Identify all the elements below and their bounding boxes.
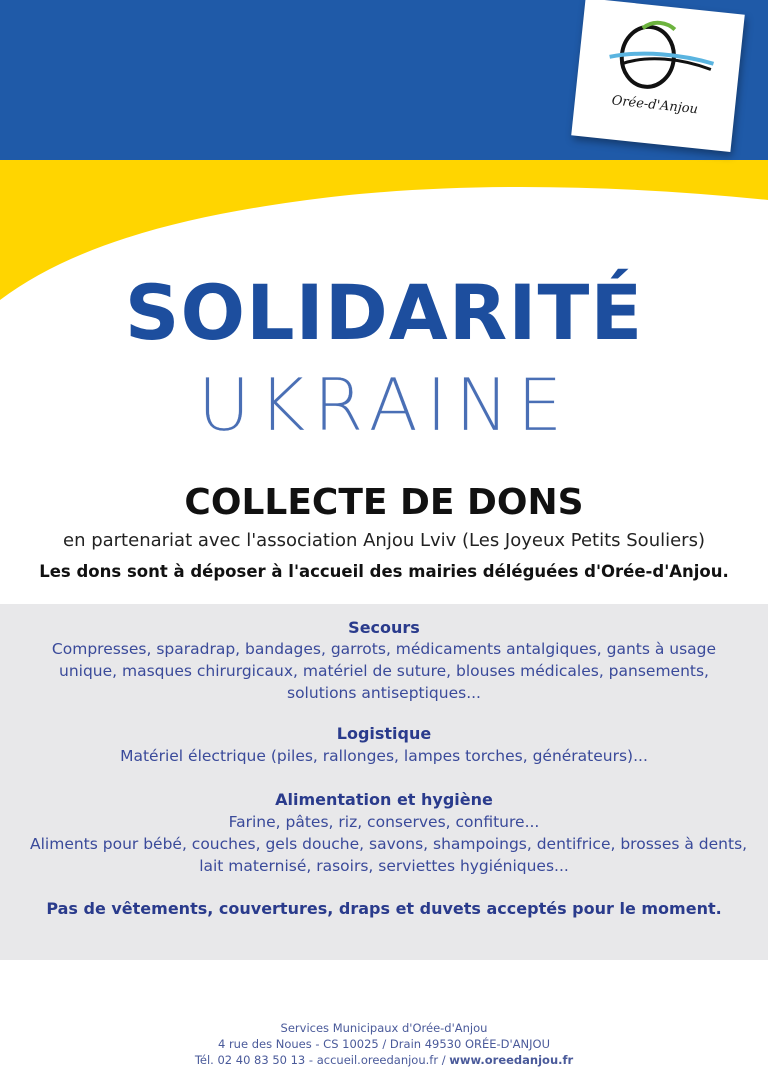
logo-card [571, 0, 745, 152]
section-body-secours [30, 638, 738, 704]
footer-line-2: 4 rue des Noues - CS 10025 / Drain 49530 ORÉE-D'ANJOU [217, 1037, 551, 1051]
footer [0, 1020, 768, 1068]
logo-name: Orée-d'Anjou [610, 93, 699, 118]
website-link[interactable]: www.oreedanjou.fr [449, 1053, 574, 1067]
section-line: unique, masques chirurgicaux, matériel de suture, blouses médicales, pansements, [59, 662, 709, 680]
no-clothing-note: Pas de vêtements, couvertures, draps et duvets acceptés pour le moment. [46, 899, 722, 918]
collecte-heading: COLLECTE DE DONS [184, 482, 584, 523]
section-line: Compresses, sparadrap, bandages, garrots, médicaments antalgiques, gants à usage [51, 640, 717, 658]
drop-off-instructions: Les dons sont à déposer à l'accueil des mairies déléguées d'Orée-d'Anjou. [39, 562, 729, 581]
footer-line-3 [0, 1052, 768, 1068]
section-line: Farine, pâtes, riz, conserves, confiture... [228, 813, 540, 831]
page-title: SOLIDARITÉ [124, 268, 644, 357]
section-body-alimentation [30, 811, 748, 877]
section-title-alimentation: Alimentation et hygiène [275, 790, 493, 809]
section-line: solutions antiseptiques... [287, 684, 481, 702]
section-line: Aliments pour bébé, couches, gels douche, savons, shampoings, dentifrice, brosses à dents, [30, 835, 748, 853]
section-line: lait maternisé, rasoirs, serviettes hygiéniques... [199, 857, 569, 875]
partner-text: en partenariat avec l'association Anjou Lviv (Les Joyeux Petits Souliers) [63, 530, 705, 551]
footer-line-1: Services Municipaux d'Orée-d'Anjou [280, 1021, 488, 1035]
section-line: Matériel électrique (piles, rallonges, lampes torches, générateurs)... [120, 747, 648, 765]
section-title-logistique: Logistique [336, 724, 432, 743]
section-body-logistique [30, 745, 738, 767]
oree-danjou-logo-icon [598, 10, 722, 106]
footer-contact: Tél. 02 40 83 50 13 - accueil.oreedanjou.fr / [194, 1053, 450, 1067]
section-title-secours: Secours [348, 618, 420, 637]
donation-list-panel [0, 604, 768, 960]
page-subtitle: UKRAINE [197, 363, 571, 447]
